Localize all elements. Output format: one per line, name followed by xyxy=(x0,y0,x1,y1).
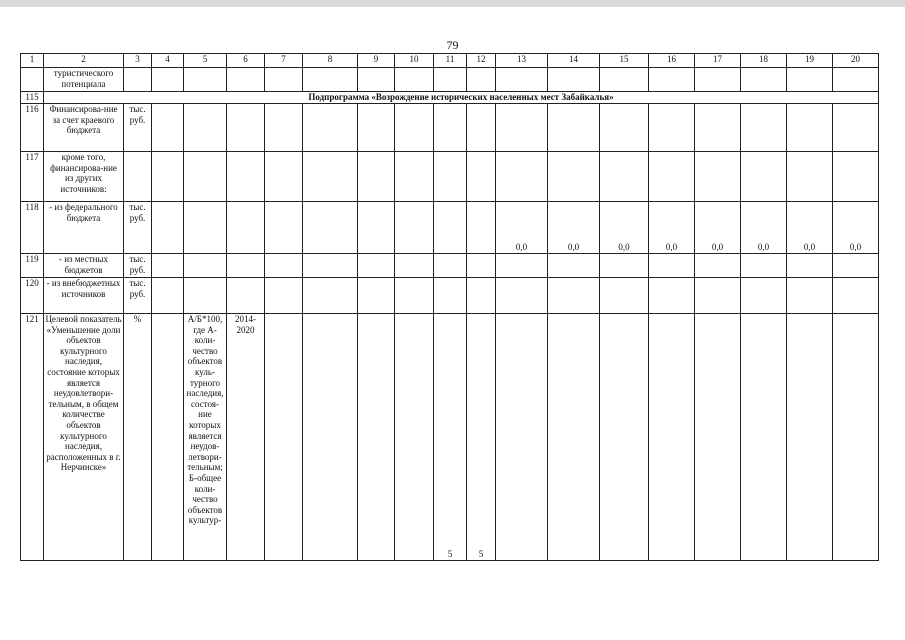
indicator-name: Целевой показатель «Уменьшение доли объектов культурного наследия, состояние которых является неудовлетвори-тельным, в общем количестве объектов культурного наследия, расположенных в г. Нерчинске» xyxy=(44,314,124,561)
row-number: 120 xyxy=(21,278,44,314)
header-cell: 17 xyxy=(695,54,741,68)
header-cell: 3 xyxy=(124,54,152,68)
table-row-120 xyxy=(21,278,879,314)
header-cell: 20 xyxy=(833,54,879,68)
header-cell: 7 xyxy=(265,54,303,68)
period-cell: 2014-2020 xyxy=(227,314,265,561)
page-number: 79 xyxy=(446,38,459,52)
value-cell: 5 xyxy=(467,314,496,561)
row-number: 117 xyxy=(21,152,44,202)
header-cell: 12 xyxy=(467,54,496,68)
header-cell: 11 xyxy=(434,54,467,68)
unit-cell: тыс. руб. xyxy=(124,202,152,254)
table-row-117 xyxy=(21,152,879,202)
table-row-116 xyxy=(21,104,879,152)
table-row-115 xyxy=(21,92,879,104)
row-number: 115 xyxy=(21,92,44,104)
formula-cell: А/Б*100, где А-коли-чество объектов куль-турного наследия, состоя-ние которых является неудов-летвори-тельным; Б-общее коли-чество объектов культур- xyxy=(184,314,227,561)
header-cell: 2 xyxy=(44,54,124,68)
unit-cell: % xyxy=(124,314,152,561)
scan-top-edge xyxy=(0,0,905,7)
indicator-name: - из внебюджетных источников xyxy=(44,278,124,314)
row-number: 121 xyxy=(21,314,44,561)
unit-cell: тыс. руб. xyxy=(124,104,152,152)
table-row-121 xyxy=(21,314,879,561)
row-number: 119 xyxy=(21,254,44,278)
indicator-name: - из федерального бюджета xyxy=(44,202,124,254)
unit-cell: тыс. руб. xyxy=(124,254,152,278)
unit-cell: тыс. руб. xyxy=(124,278,152,314)
row-number: 118 xyxy=(21,202,44,254)
header-cell: 18 xyxy=(741,54,787,68)
header-cell: 15 xyxy=(600,54,649,68)
value-cell: 0,0 xyxy=(649,202,695,254)
subprogram-title: Подпрограмма «Возрождение исторических населенных мест Забайкалья» xyxy=(44,92,879,104)
value-cell: 0,0 xyxy=(787,202,833,254)
header-cell: 6 xyxy=(227,54,265,68)
indicator-name: туристического потенциала xyxy=(44,68,124,92)
value-cell: 0,0 xyxy=(548,202,600,254)
header-cell: 5 xyxy=(184,54,227,68)
budget-table xyxy=(20,53,879,561)
value-cell: 0,0 xyxy=(833,202,879,254)
header-cell: 9 xyxy=(358,54,395,68)
header-cell: 8 xyxy=(303,54,358,68)
value-cell: 0,0 xyxy=(695,202,741,254)
row-number: 116 xyxy=(21,104,44,152)
value-cell: 0,0 xyxy=(600,202,649,254)
header-cell: 14 xyxy=(548,54,600,68)
table-row-continuation xyxy=(21,68,879,92)
header-cell: 4 xyxy=(152,54,184,68)
header-cell: 19 xyxy=(787,54,833,68)
value-cell: 5 xyxy=(434,314,467,561)
indicator-name: Финансирова-ние за счет краевого бюджета xyxy=(44,104,124,152)
table-row-119 xyxy=(21,254,879,278)
header-cell: 13 xyxy=(496,54,548,68)
value-cell: 0,0 xyxy=(741,202,787,254)
indicator-name: кроме того, финансирова-ние из других источников: xyxy=(44,152,124,202)
value-cell: 0,0 xyxy=(496,202,548,254)
header-row xyxy=(21,54,879,68)
indicator-name: - из местных бюджетов xyxy=(44,254,124,278)
header-cell: 10 xyxy=(395,54,434,68)
header-cell: 1 xyxy=(21,54,44,68)
header-cell: 16 xyxy=(649,54,695,68)
table-row-118 xyxy=(21,202,879,254)
